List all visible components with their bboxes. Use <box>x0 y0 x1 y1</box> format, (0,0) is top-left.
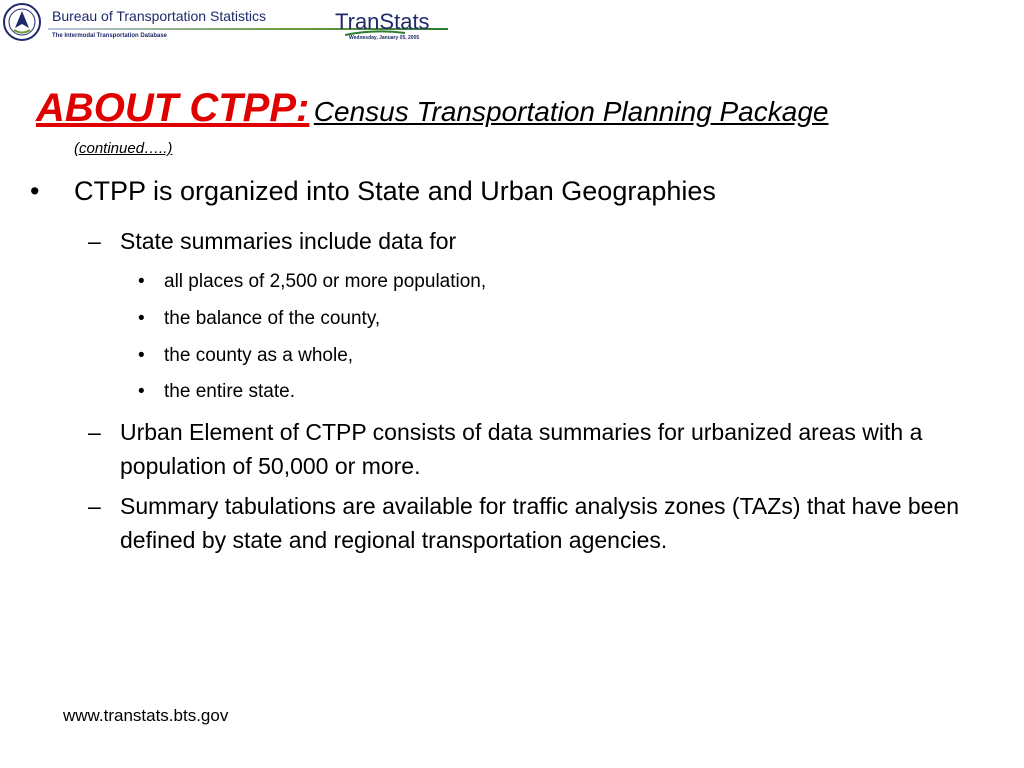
bullet-text: CTPP is organized into State and Urban Geographies <box>74 176 716 206</box>
bullet-marker: • <box>138 345 145 366</box>
dash-marker: – <box>88 228 101 254</box>
title-main: ABOUT CTPP: <box>36 86 310 130</box>
sub-bullet-item <box>88 489 988 557</box>
slide-title <box>36 86 828 131</box>
dash-marker: – <box>88 493 101 519</box>
dash-marker: – <box>88 419 101 445</box>
state-item-text: all places of 2,500 or more population, <box>164 271 487 292</box>
footer-url: www.transtats.bts.gov <box>63 706 229 725</box>
header-banner <box>0 0 470 48</box>
dot-seal-logo <box>2 2 42 42</box>
state-item-text: the balance of the county, <box>164 308 381 329</box>
state-item-text: the entire state. <box>164 381 295 402</box>
bullet-marker: • <box>138 308 145 329</box>
sub-bullet-item <box>88 224 988 258</box>
sub-bullet-text: Summary tabulations are available for traffic analysis zones (TAZs) that have been defined by state and regional transportation agencies. <box>120 493 960 553</box>
transtats-logo <box>335 9 430 35</box>
title-subtitle: Census Transportation Planning Package <box>313 96 829 127</box>
org-subtitle: The Intermodal Transportation Database <box>52 33 168 39</box>
bullet-marker: • <box>138 381 145 402</box>
sub-bullet-item <box>88 415 988 483</box>
bullet-marker: • <box>30 176 40 206</box>
state-item-text: the county as a whole, <box>164 345 354 366</box>
logo-text: TranStats <box>335 9 430 34</box>
header-date: Wednesday, January 05, 2005 <box>349 35 420 41</box>
sub-bullet-text: State summaries include data for <box>120 228 457 254</box>
sub-bullet-text: Urban Element of CTPP consists of data summaries for urbanized areas with a population of 50,000 or more. <box>120 419 923 479</box>
title-continued: (continued…..) <box>74 140 173 157</box>
org-name: Bureau of Transportation Statistics <box>52 8 266 24</box>
bullet-marker: • <box>138 271 145 292</box>
